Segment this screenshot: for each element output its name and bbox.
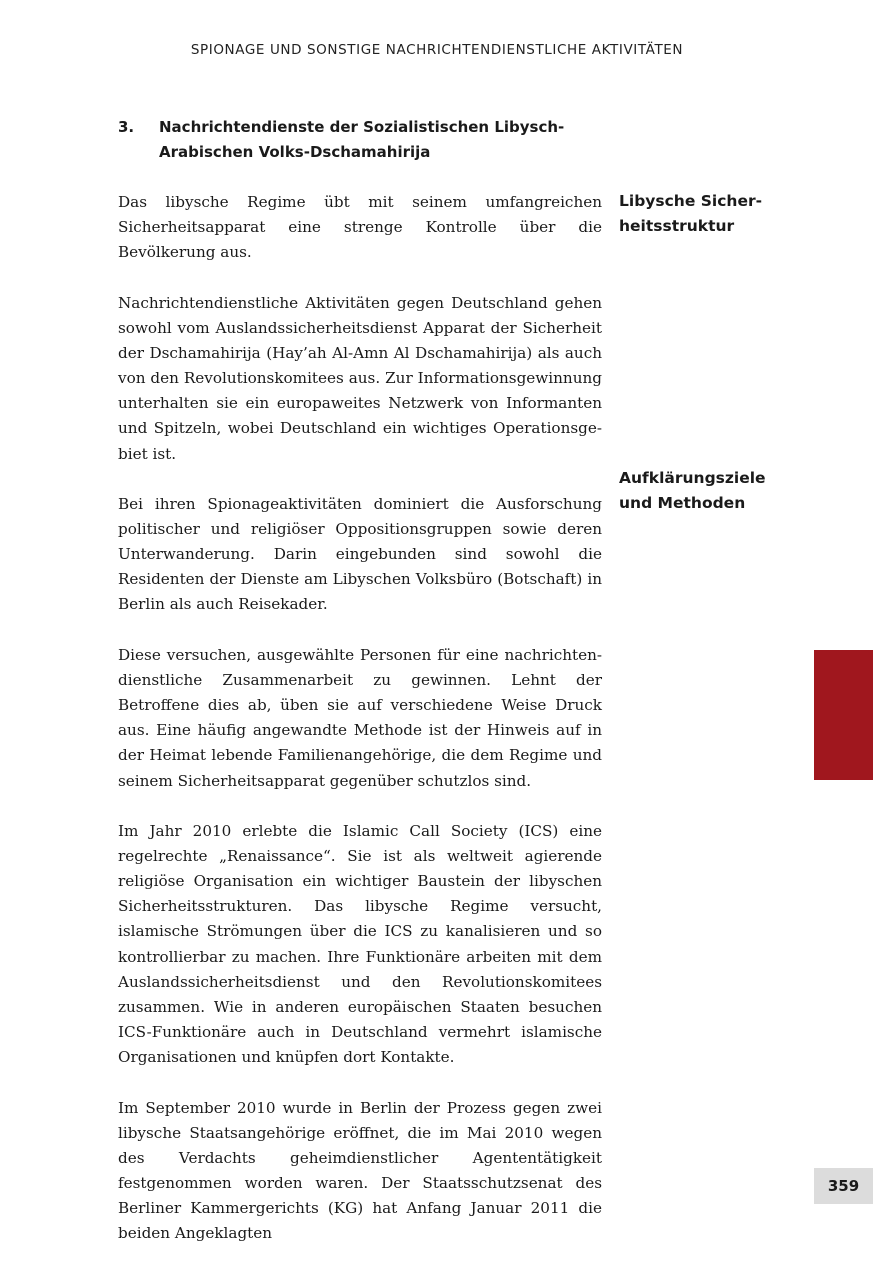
margin-note-goals-methods: Aufklärungsziele und Methoden: [619, 469, 766, 512]
paragraph: Nachrichtendienstliche Aktivitäten gegen Deutschland gehen sowohl vom Auslandssicherheitsdienst Apparat der Sicherheit der Dschamahirija (Hay’ah Al-Amn Al Dschamahirija) als auch von den Revolutionskomitees aus. Zur Informationsgewinnung unterhalten sie ein europaweites Netzwerk von Informanten und Spitzeln, wobei Deutschland ein wichtiges Operationsgebiet ist.: [118, 293, 602, 463]
paragraph: Bei ihren Spionageaktivitäten dominiert die Ausforschung politischer und religiöser Oppositionsgruppen sowie deren Unterwanderung. Darin eingebunden sind sowohl die Residenten der Dienste am Libyschen Volksbüro (Botschaft) in Berlin als auch Reisekader.: [118, 494, 602, 614]
section-title: Nachrichtendienste der Sozialistischen Libysch-Arabischen Volks-Dschamahirija: [159, 118, 565, 161]
running-head: SPIONAGE UND SONSTIGE NACHRICHTENDIENSTLICHE AKTIVITÄTEN: [190, 42, 684, 58]
section-number: 3.: [118, 118, 135, 136]
paragraph: Das libysche Regime übt mit seinem umfangreichen Sicherheitsapparat eine strenge Kontrolle über die Bevölkerung aus.: [118, 193, 602, 262]
body-text: [118, 190, 602, 1272]
section-heading: [118, 115, 608, 165]
paragraph: Im September 2010 wurde in Berlin der Prozess gegen zwei libysche Staatsangehörige eröffnet, die im Mai 2010 wegen des Verdachts geheimdienstlicher Agententätigkeit festgenommen worden waren. Der Staatsschutzsenat des Berliner Kammergerichts (KG) hat Anfang Januar 2011 die beiden Angeklagten: [118, 1098, 602, 1243]
chapter-tab: [814, 650, 873, 780]
paragraph: Im Jahr 2010 erlebte die Islamic Call Society (ICS) eine regelrechte „Renaissance“. Sie ist als weltweit agierende religiöse Organisation ein wichtiger Baustein der libyschen Sicherheitsstrukturen. Das libysche Regime versucht, islamische Strömungen über die ICS zu kanalisieren und so kontrollierbar zu machen. Ihre Funktionäre arbeiten mit dem Auslandssicherheitsdienst und den Revolutionskomitees zusammen. Wie in anderen europäischen Staaten besuchen ICS-Funktionäre auch in Deutschland vermehrt islamische Organisationen und knüpfen dort Kontakte.: [118, 821, 602, 1067]
margin-note-security-structure: Libysche Sicherheitsstruktur: [619, 192, 763, 235]
page-number: 359: [814, 1168, 873, 1204]
paragraph: Diese versuchen, ausgewählte Personen für eine nachrichtendienstliche Zusammenarbeit zu gewinnen. Lehnt der Betroffene dies ab, üben sie auf verschiedene Weise Druck aus. Eine häufig angewandte Methode ist der Hinweis auf in der Heimat lebende Familienangehörige, die dem Regime und seinem Sicherheitsapparat gegenüber schutzlos sind.: [118, 645, 602, 790]
